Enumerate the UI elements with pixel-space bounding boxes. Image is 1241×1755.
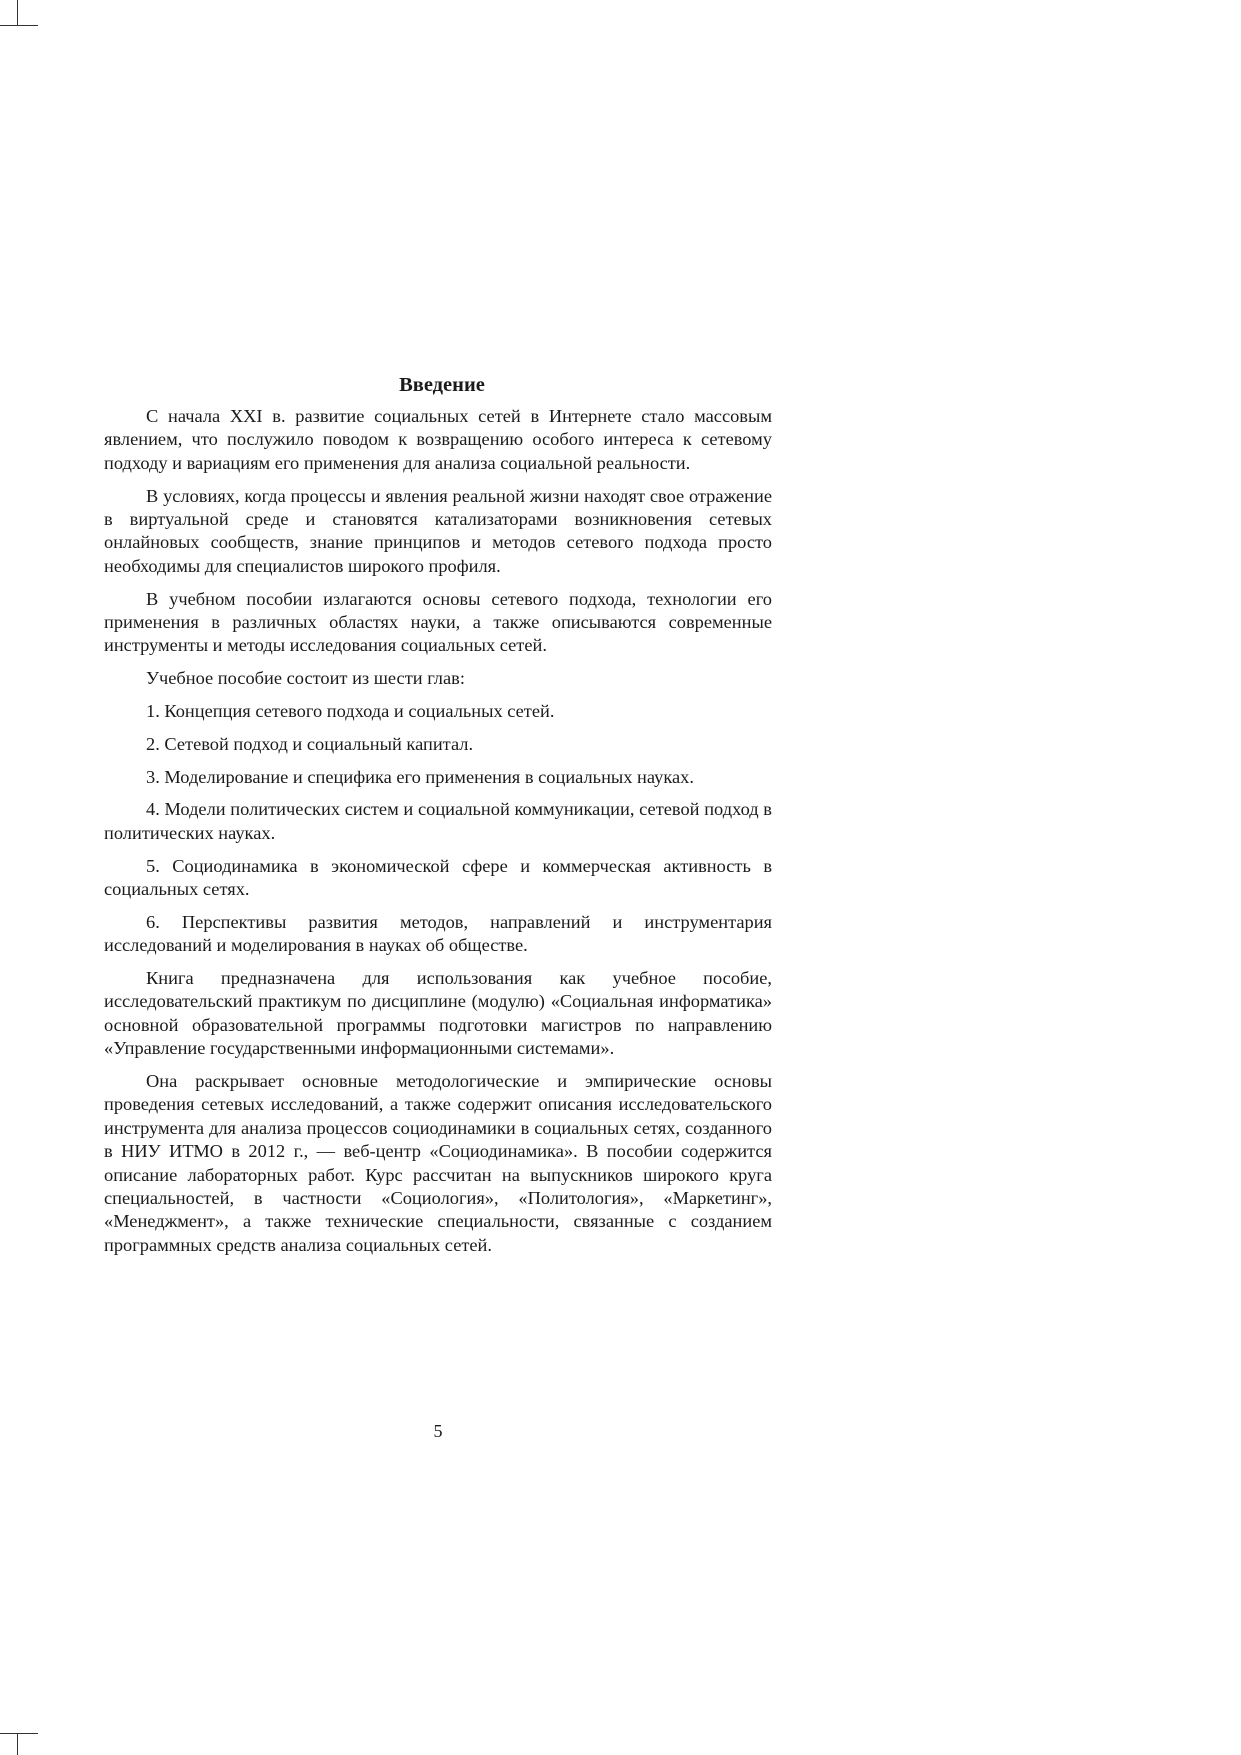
page-body <box>104 372 772 1267</box>
chapter-item-1: 1. Концепция сетевого подхода и социальных сетей. <box>146 701 555 722</box>
paragraph-contents: Она раскрывает основные методологические и эмпирические основы проведения сетевых исследований, а также содержит описания исследовательского инструмента для анализа процессов социодинамики в социальных сетях, созданного в НИУ ИТМО в 2012 г., — веб-центр «Социодинамика». В пособии содержится описание лабораторных работ. Курс рассчитан на выпускников широкого круга специальностей, в частности «Социология», «Политология», «Маркетинг», «Менеджмент», а также технические специальности, связанные с созданием программных средств анализа социальных сетей. <box>104 1071 772 1255</box>
chapter-item-5: 5. Социодинамика в экономической сфере и коммерческая активность в социальных сетях. <box>104 855 772 900</box>
chapter-item-3: 3. Моделирование и специфика его применения в социальных науках. <box>146 766 694 787</box>
crop-mark-bottom-vertical <box>17 1733 18 1755</box>
paragraph-2: В условиях, когда процессы и явления реальной жизни находят свое отражение в виртуальной среде и становятся катализаторами возникновения сетевых онлайновых сообществ, знание принципов и методов сетевого подхода просто необходимы для специалистов широкого профиля. <box>104 485 772 576</box>
page-title: Введение <box>399 374 485 396</box>
paragraph-1: С начала XXI в. развитие социальных сетей в Интернете стало массовым явлением, что послужило поводом к возвращению особого интереса к сетевому подходу и вариациям его применения для анализа социальной реальности. <box>104 406 772 473</box>
paragraph-purpose: Книга предназначена для использования как учебное пособие, исследовательский практикум по дисциплине (модулю) «Социальная информатика» основной образовательной программы подготовки магистров по направлению «Управление государственными информационными системами». <box>104 968 772 1059</box>
crop-mark-top-horizontal <box>0 25 38 26</box>
chapter-item-2: 2. Сетевой подход и социальный капитал. <box>146 733 474 754</box>
page-number: 5 <box>433 1421 443 1441</box>
paragraph-3: В учебном пособии излагаются основы сетевого подхода, технологии его применения в различных областях науки, а также описываются современные инструменты и методы исследования социальных сетей. <box>104 588 772 656</box>
paragraph-chapters-intro: Учебное пособие состоит из шести глав: <box>146 668 465 689</box>
chapter-item-4: 4. Модели политических систем и социальной коммуникации, сетевой подход в политических науках. <box>104 799 772 843</box>
crop-mark-bottom-horizontal <box>0 1733 38 1734</box>
chapter-item-6: 6. Перспективы развития методов, направлений и инструментария исследований и моделирования в науках об обществе. <box>104 911 772 956</box>
crop-mark-top-vertical <box>17 0 18 26</box>
